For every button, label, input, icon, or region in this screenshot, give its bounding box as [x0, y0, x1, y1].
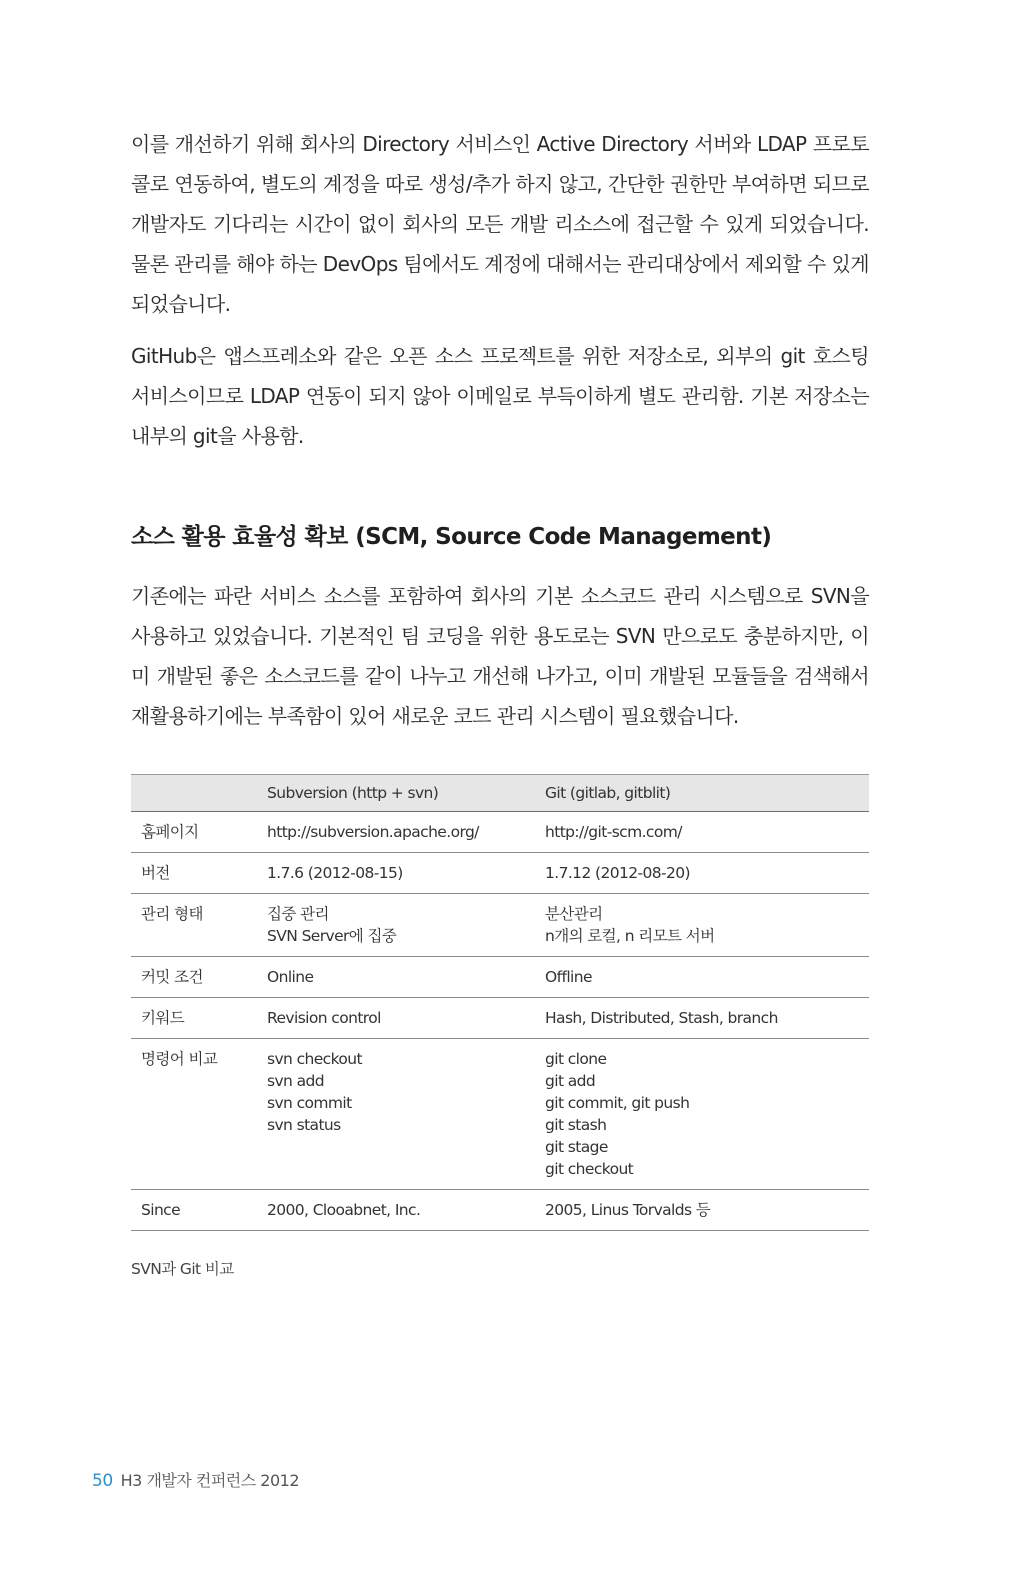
table-header-row — [131, 775, 869, 812]
page-number: 50 — [92, 1471, 113, 1491]
svn-cell — [257, 1190, 535, 1231]
git-cell-line: git stash — [545, 1116, 607, 1134]
row-label: 명령어 비교 — [131, 1039, 257, 1190]
table-header-cell: Git (gitlab, gitblit) — [535, 775, 869, 812]
svn-cell-line: svn commit — [267, 1094, 352, 1112]
svn-cell-line: svn status — [267, 1116, 341, 1134]
row-label: 키워드 — [131, 998, 257, 1039]
git-cell — [535, 853, 869, 894]
table-row — [131, 1190, 869, 1231]
git-cell-line: n개의 로컬, n 리모트 서버 — [545, 927, 715, 945]
row-label: 홈페이지 — [131, 812, 257, 853]
comparison-table — [131, 774, 869, 1231]
svn-cell-line: Revision control — [267, 1009, 381, 1027]
git-cell-line: Offline — [545, 968, 592, 986]
git-cell-line: 분산관리 — [545, 905, 603, 923]
git-cell-line: git commit, git push — [545, 1094, 690, 1112]
git-cell-line: git checkout — [545, 1160, 634, 1178]
paragraph-github: GitHub은 앱스프레소와 같은 오픈 소스 프로젝트를 위한 저장소로, 외부의 git 호스팅 서비스이므로 LDAP 연동이 되지 않아 이메일로 부득이하게 별도 관리함. 기본 저장소는 내부의 git을 사용함. — [131, 344, 869, 448]
svn-cell-line: SVN Server에 집중 — [267, 927, 397, 945]
section-title: 소스 활용 효율성 확보 (SCM, Source Code Management) — [131, 524, 772, 550]
page-content — [131, 124, 869, 1279]
git-cell-line: Hash, Distributed, Stash, branch — [545, 1009, 778, 1027]
row-label: Since — [131, 1190, 257, 1231]
svn-cell-line: Online — [267, 968, 314, 986]
git-cell — [535, 1190, 869, 1231]
svn-cell — [257, 812, 535, 853]
git-cell-line: git clone — [545, 1050, 607, 1068]
git-cell — [535, 1039, 869, 1190]
git-cell — [535, 812, 869, 853]
git-cell — [535, 894, 869, 957]
svn-cell-line: 1.7.6 (2012-08-15) — [267, 864, 403, 882]
svn-cell — [257, 894, 535, 957]
paragraph-ldap: 이를 개선하기 위해 회사의 Directory 서비스인 Active Directory 서버와 LDAP 프로토콜로 연동하여, 별도의 계정을 따로 생성/추가 하지 않고, 간단한 권한만 부여하면 되므로 개발자도 기다리는 시간이 없이 회사의 모든 개발 리소스에 접근할 수 있게 되었습니다. 물론 관리를 해야 하는 DevOps 팀에서도 계정에 대해서는 관리대상에서 제외할 수 있게 되었습니다. — [131, 132, 869, 316]
table-row — [131, 998, 869, 1039]
row-label: 버전 — [131, 853, 257, 894]
svn-cell — [257, 1039, 535, 1190]
row-label: 커밋 조건 — [131, 957, 257, 998]
table-header-cell: Subversion (http + svn) — [257, 775, 535, 812]
git-cell-line: git add — [545, 1072, 596, 1090]
table-body — [131, 812, 869, 1231]
footer-title: H3 개발자 컨퍼런스 2012 — [120, 1471, 300, 1490]
table-row — [131, 853, 869, 894]
svn-cell — [257, 998, 535, 1039]
table-caption: SVN과 Git 비교 — [131, 1260, 234, 1278]
svn-cell-line: 2000, Clooabnet, Inc. — [267, 1201, 421, 1219]
svn-cell-line: http://subversion.apache.org/ — [267, 823, 479, 841]
svn-cell-line: 집중 관리 — [267, 905, 329, 923]
table-row — [131, 1039, 869, 1190]
table-header-cell — [131, 775, 257, 812]
git-cell — [535, 998, 869, 1039]
page-footer — [92, 1468, 299, 1491]
svn-cell — [257, 853, 535, 894]
git-cell-line: http://git-scm.com/ — [545, 823, 682, 841]
svn-cell — [257, 957, 535, 998]
svn-cell-line: svn add — [267, 1072, 324, 1090]
table-row — [131, 894, 869, 957]
git-cell — [535, 957, 869, 998]
git-cell-line: git stage — [545, 1138, 608, 1156]
svn-cell-line: svn checkout — [267, 1050, 363, 1068]
git-cell-line: 1.7.12 (2012-08-20) — [545, 864, 691, 882]
table-row — [131, 812, 869, 853]
row-label: 관리 형태 — [131, 894, 257, 957]
table-row — [131, 957, 869, 998]
git-cell-line: 2005, Linus Torvalds 등 — [545, 1201, 711, 1219]
section-body: 기존에는 파란 서비스 소스를 포함하여 회사의 기본 소스코드 관리 시스템으로 SVN을 사용하고 있었습니다. 기본적인 팀 코딩을 위한 용도로는 SVN 만으로도 충분하지만, 이미 개발된 좋은 소스코드를 같이 나누고 개선해 나가고, 이미 개발된 모듈들을 검색해서 재활용하기에는 부족함이 있어 새로운 코드 관리 시스템이 필요했습니다. — [131, 584, 869, 728]
